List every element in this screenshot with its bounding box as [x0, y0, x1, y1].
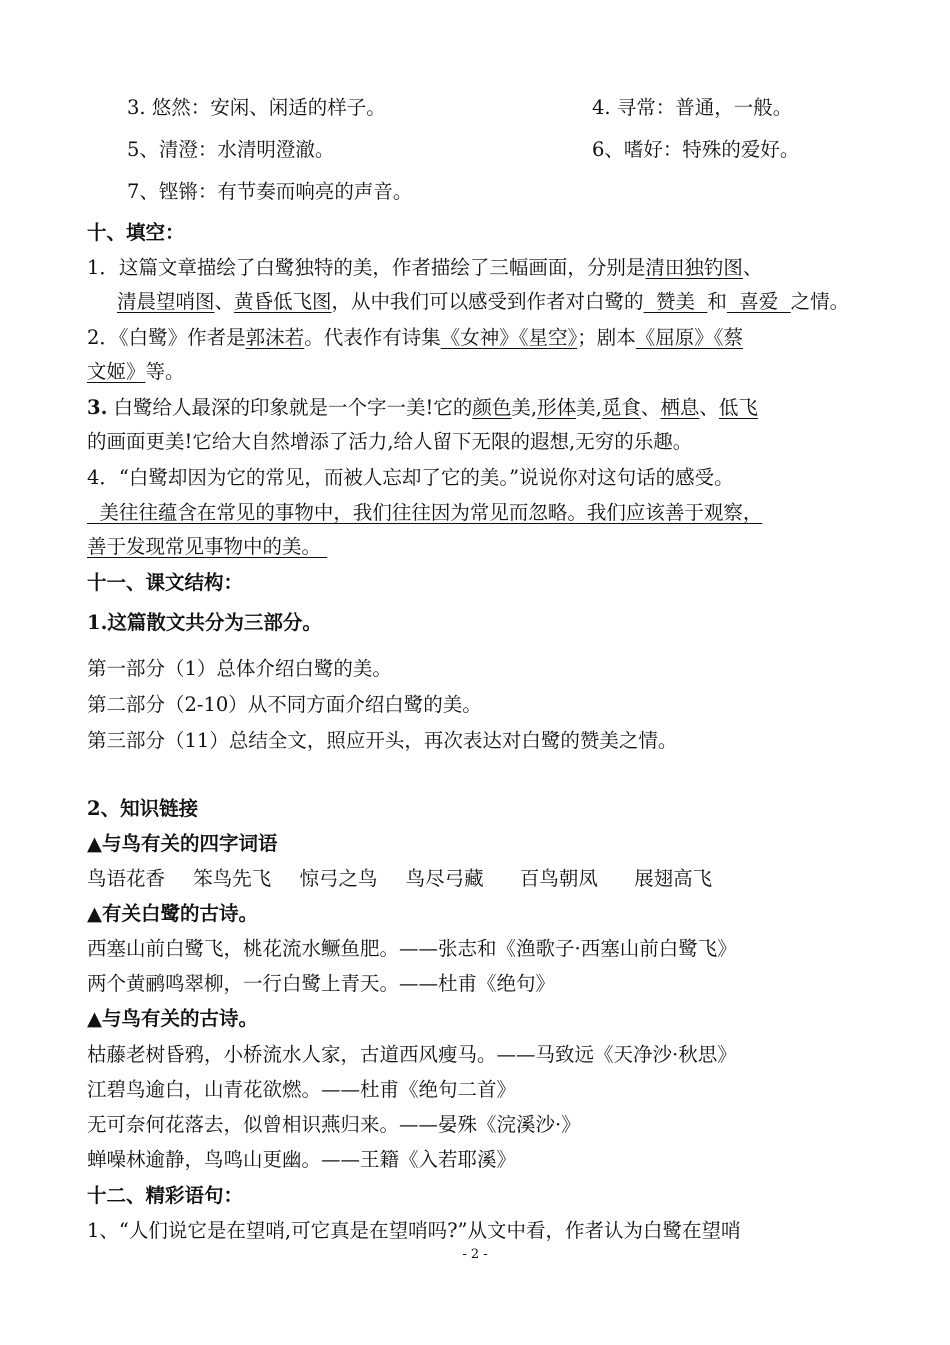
bird-poem: 枯藤老树昏鸦，小桥流水人家，古道西风瘦马。——马致远《天净沙·秋思》 [87, 1043, 737, 1066]
question-1-line-1 [87, 251, 866, 285]
section-heading-sentences: 十二、精彩语句： [87, 1184, 244, 1207]
page-number: - 2 - [462, 1247, 488, 1262]
definition-4: 4. 寻常：普通，一般。 [592, 96, 793, 119]
question-text: 美, [576, 396, 602, 419]
section-heading-structure: 十一、课文结构： [87, 571, 244, 594]
knowledge-heading: 2、知识链接 [87, 797, 199, 820]
definition-6: 6、嗜好：特殊的爱好。 [592, 138, 800, 161]
idioms-row [87, 862, 866, 896]
structure-summary: 1.这篇散文共分为三部分。 [87, 611, 322, 634]
question-3-line-1 [87, 391, 866, 425]
answer-underlined: 喜爱 [726, 290, 791, 313]
idioms-heading: ▲与鸟有关的四字词语 [87, 832, 278, 855]
question-1-line-2 [87, 285, 866, 319]
question-4-answer-line-1 [87, 496, 866, 530]
answer-underlined: 郭沫若 [245, 326, 305, 349]
answer-underlined: 赞美 [643, 290, 708, 313]
question-text: 美, [511, 396, 538, 419]
question-2-line-2 [87, 355, 866, 389]
answer-underlined: 觅食 [601, 396, 641, 419]
question-number: 3. [87, 396, 108, 419]
idiom: 鸟语花香 [87, 867, 166, 890]
answer-underlined: 清晨望哨图 [117, 290, 215, 313]
idiom: 惊弓之鸟 [299, 867, 378, 890]
egret-poem: 两个黄鹂鸣翠柳，一行白鹭上青天。——杜甫《绝句》 [87, 972, 556, 995]
question-4-answer-line-2 [87, 530, 866, 564]
bird-poem: 蝉噪林逾静，鸟鸣山更幽。——王籍《入若耶溪》 [87, 1148, 517, 1171]
question-text: 白鹭给人最深的印象就是一个字一美!它的 [107, 396, 473, 419]
question-2-line-1 [87, 321, 866, 355]
definition-3: 3. 悠然：安闲、闲适的样子。 [127, 96, 386, 119]
definition-7: 7、铿锵：有节奏而响亮的声音。 [127, 180, 413, 203]
egret-poems-heading: ▲有关白鹭的古诗。 [87, 902, 258, 925]
idiom: 鸟尽弓藏 [405, 867, 484, 890]
question-text: 之情。 [790, 290, 850, 313]
question-text: 。代表作有诗集 [304, 326, 441, 349]
punctuation: 、 [214, 290, 235, 313]
bird-poem: 江碧鸟逾白，山青花欲燃。——杜甫《绝句二首》 [87, 1078, 517, 1101]
question-text: ，从中我们可以感受到作者对白鹭的 [331, 290, 644, 313]
answer-underlined: 美往往蕴含在常见的事物中，我们往往因为常见而忽略。我们应该善于观察， [87, 501, 763, 524]
idiom: 百鸟朝凤 [519, 867, 598, 890]
structure-part-3: 第三部分（11）总结全文，照应开头，再次表达对白鹭的赞美之情。 [87, 729, 678, 752]
bird-poems-heading: ▲与鸟有关的古诗。 [87, 1007, 258, 1030]
question-text: 2．《白鹭》作者是 [87, 326, 246, 349]
question-text: ；剧本 [577, 326, 636, 349]
bird-poem: 无可奈何花落去，似曾相识燕归来。——晏殊《浣溪沙·》 [87, 1113, 581, 1136]
question-text: 1．这篇文章描绘了白鹭独特的美，作者描绘了三幅画面，分别是 [87, 256, 646, 279]
answer-underlined: 形体 [537, 396, 577, 419]
answer-underlined: 文姬》 [87, 360, 146, 383]
structure-part-2: 第二部分（2-10）从不同方面介绍白鹭的美。 [87, 693, 482, 716]
answer-underlined: 清田独钓图 [645, 256, 743, 279]
idiom: 展翅高飞 [634, 867, 713, 890]
answer-underlined: 低飞 [718, 396, 758, 419]
punctuation: 、 [699, 396, 719, 419]
question-text: 和 [707, 290, 727, 313]
punctuation: 、 [640, 396, 661, 419]
question-text: 等。 [145, 360, 185, 383]
sentence-question-1: 1、“人们说它是在望哨,可它真是在望哨吗?”从文中看，作者认为白鹭在望哨 [87, 1219, 741, 1242]
answer-underlined: 《女神》《星空》 [440, 326, 578, 349]
definition-5: 5、清澄：水清明澄澈。 [127, 138, 335, 161]
question-4: 4．“白鹭却因为它的常见，而被人忘却了它的美。”说说你对这句话的感受。 [87, 466, 734, 489]
answer-underlined: 颜色 [472, 396, 512, 419]
answer-underlined: 《屈原》《蔡 [635, 326, 743, 349]
answer-underlined: 栖息 [660, 396, 700, 419]
idiom: 笨鸟先飞 [193, 867, 272, 890]
question-3-line-2: 的画面更美!它给大自然增添了活力,给人留下无限的遐想,无穷的乐趣。 [87, 430, 693, 453]
answer-underlined: 黄昏低飞图 [234, 290, 332, 313]
egret-poem: 西塞山前白鹭飞，桃花流水鳜鱼肥。——张志和《渔歌子·西塞山前白鹭飞》 [87, 937, 737, 960]
structure-part-1: 第一部分（1）总体介绍白鹭的美。 [87, 657, 392, 680]
section-heading-fill-blank: 十、填空： [87, 221, 185, 244]
punctuation: 、 [742, 256, 763, 279]
answer-underlined: 善于发现常见事物中的美。 [87, 535, 328, 558]
